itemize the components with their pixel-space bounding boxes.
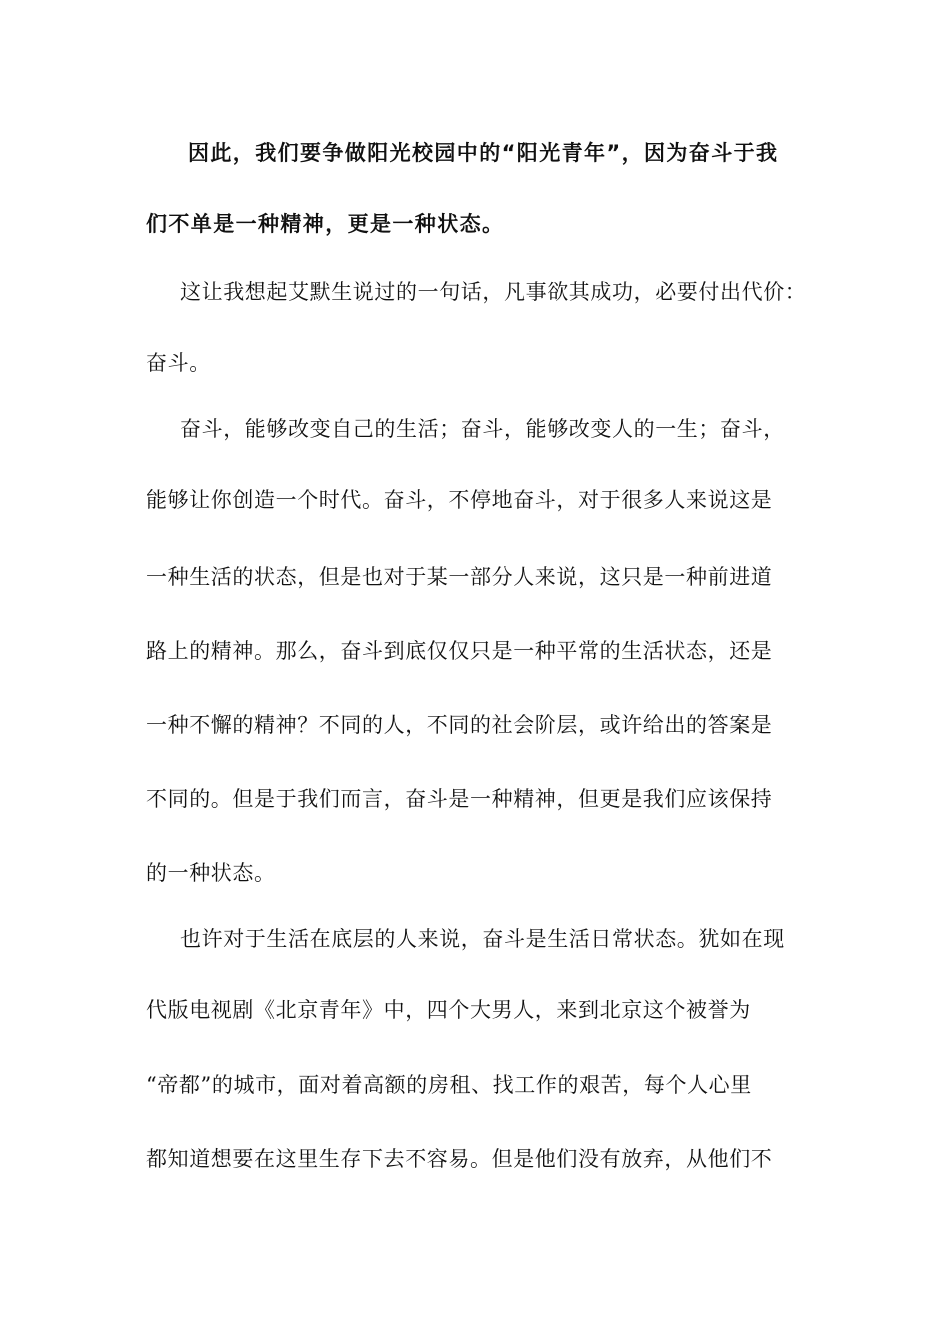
- text-line: 奋斗，能够改变自己的生活；奋斗，能够改变人的一生；奋斗，: [180, 417, 785, 441]
- text-line: 一种生活的状态，但是也对于某一部分人来说，这只是一种前进道: [146, 565, 773, 589]
- text-line: 代版电视剧《北京青年》中，四个大男人，来到北京这个被誉为: [146, 998, 751, 1022]
- text-line: 也许对于生活在底层的人来说，奋斗是生活日常状态。犹如在现: [180, 927, 785, 951]
- text-line: 的一种状态。: [146, 861, 276, 885]
- text-line: 这让我想起艾默生说过的一句话，凡事欲其成功，必要付出代价：: [180, 280, 807, 304]
- text-line: 奋斗。: [146, 351, 211, 375]
- text-line: 路上的精神。那么，奋斗到底仅仅只是一种平常的生活状态，还是: [146, 639, 773, 663]
- text-line: “帝都”的城市，面对着高额的房租、找工作的艰苦，每个人心里: [146, 1073, 752, 1097]
- text-line: 都知道想要在这里生存下去不容易。但是他们没有放弃，从他们不: [146, 1147, 773, 1171]
- text-line: 不同的。但是于我们而言，奋斗是一种精神，但更是我们应该保持: [146, 787, 773, 811]
- text-line: 们不单是一种精神，更是一种状态。: [146, 212, 505, 236]
- text-line: 因此，我们要争做阳光校园中的“阳光青年”，因为奋斗于我: [188, 141, 779, 165]
- text-line: 一种不懈的精神？不同的人，不同的社会阶层，或许给出的答案是: [146, 713, 773, 737]
- text-line: 能够让你创造一个时代。奋斗，不停地奋斗，对于很多人来说这是: [146, 488, 773, 512]
